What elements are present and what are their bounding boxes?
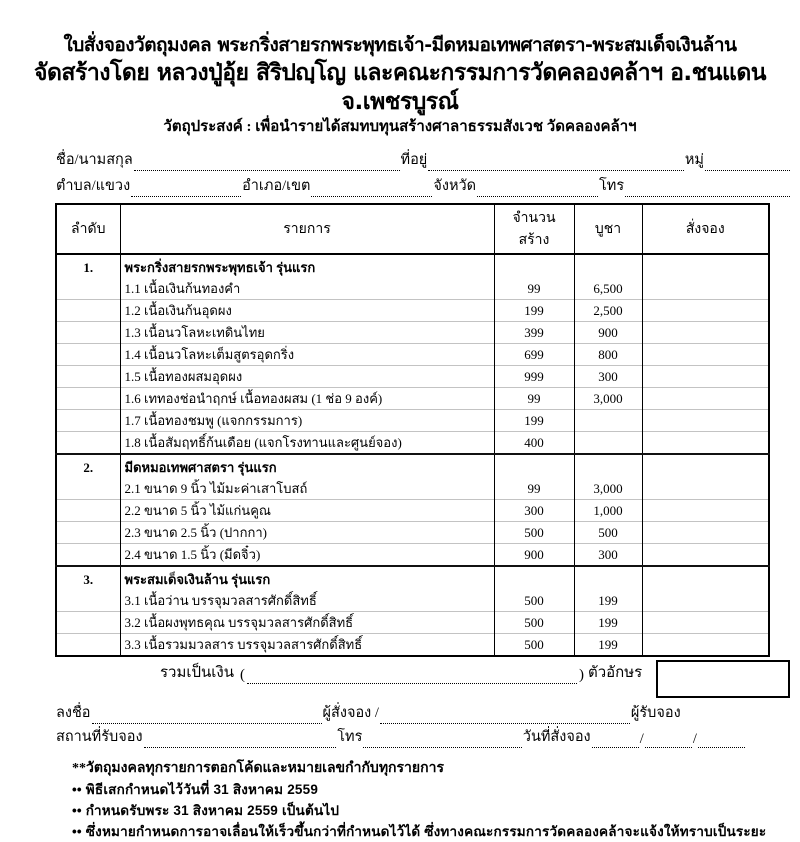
table-row [56, 366, 769, 388]
price-cell: 900 [574, 322, 642, 344]
col-header-qty: จำนวนสร้าง [494, 204, 574, 254]
total-row [55, 660, 790, 698]
item-label: 3.3 เนื้อรวมมวลสาร บรรจุมวลสารศักดิ์สิทธิ์ [120, 634, 494, 657]
order-cell[interactable] [642, 590, 769, 612]
table-row [56, 544, 769, 567]
price-cell [574, 432, 642, 455]
order-cell[interactable] [642, 278, 769, 300]
table-row [56, 432, 769, 455]
section-row [56, 566, 769, 590]
section-title: พระกริ่งสายรกพระพุทธเจ้า รุ่นแรก [120, 254, 494, 278]
item-label: 2.4 ขนาด 1.5 นิ้ว (มีดจิ๋ว) [120, 544, 494, 567]
qty-cell: 400 [494, 432, 574, 455]
section-title: มีดหมอเทพศาสตรา รุ่นแรก [120, 454, 494, 478]
table-row [56, 278, 769, 300]
table-row [56, 344, 769, 366]
order-cell[interactable] [642, 366, 769, 388]
paren-open: ( [239, 667, 245, 683]
table-row [56, 478, 769, 500]
order-cell[interactable] [642, 322, 769, 344]
item-label: 2.2 ขนาด 5 นิ้ว ไม้แก่นคูณ [120, 500, 494, 522]
table-row [56, 590, 769, 612]
price-cell: 6,500 [574, 278, 642, 300]
total-amount-line [160, 660, 642, 684]
order-cell[interactable] [642, 634, 769, 657]
note-code-stamp: **วัตถุมงคลทุกรายการตอกโค้ดและหมายเลขกำกับทุกรายการ [72, 761, 444, 776]
orderer-label: ผู้สั่งจอง / [322, 705, 379, 721]
item-label: 1.3 เนื้อนวโลหะเทดินไทย [120, 322, 494, 344]
table-row [56, 410, 769, 432]
item-label: 3.1 เนื้อว่าน บรรจุมวลสารศักดิ์สิทธิ์ [120, 590, 494, 612]
order-cell[interactable] [642, 500, 769, 522]
signature-line [55, 700, 705, 724]
qty-cell: 300 [494, 500, 574, 522]
order-cell[interactable] [642, 612, 769, 634]
booking-date-label: วันที่สั่งจอง [522, 729, 591, 745]
price-cell: 500 [574, 522, 642, 544]
booking-line [55, 724, 745, 748]
orderer-signature-line[interactable] [92, 719, 322, 724]
price-cell: 199 [574, 612, 642, 634]
moo-label: หมู่ [684, 152, 704, 168]
order-cell[interactable] [642, 432, 769, 455]
order-cell[interactable] [642, 344, 769, 366]
province-label: จังหวัด [433, 178, 477, 194]
order-cell[interactable] [642, 300, 769, 322]
section-number: 1. [56, 254, 120, 278]
note-schedule-change: •• ซึ่งหมายกำหนดการอาจเลื่อนให้เร็วขึ้นกว่าที่กำหนดไว้ได้ ซึ่งทางคณะกรรมการวัดคลองคล้าจะแจ้งให้ทราบเป็นระยะ [72, 823, 767, 839]
price-cell [574, 454, 642, 478]
name-label: ชื่อ/นามสกุล [56, 152, 133, 168]
col-header-item: รายการ [120, 204, 494, 254]
phone-label: โทร [598, 178, 625, 194]
note-ceremony-date: •• พิธีเสกกำหนดไว้วันที่ 31 สิงหาคม 2559 [72, 781, 319, 797]
province-input-line[interactable] [477, 192, 598, 197]
section-row [56, 254, 769, 278]
qty-cell: 500 [494, 634, 574, 657]
item-label: 2.1 ขนาด 9 นิ้ว ไม้มะค่าเสาโบสถ์ [120, 478, 494, 500]
item-label: 1.2 เนื้อเงินก้นอุดผง [120, 300, 494, 322]
paren-close: ) [578, 667, 584, 683]
table-row [56, 300, 769, 322]
booking-phone-label: โทร [337, 729, 363, 745]
price-cell: 2,500 [574, 300, 642, 322]
order-cell[interactable] [642, 454, 769, 478]
price-cell: 1,000 [574, 500, 642, 522]
price-cell: 800 [574, 344, 642, 366]
price-cell: 199 [574, 590, 642, 612]
moo-input-line[interactable] [705, 166, 790, 171]
section-title: พระสมเด็จเงินล้าน รุ่นแรก [120, 566, 494, 590]
table-row [56, 612, 769, 634]
title-line-2: จัดสร้างโดย หลวงปู่อุ้ย สิริปญฺโญ และคณะกรรมการวัดคลองคล้าฯ อ.ชนแดน จ.เพชรบูรณ์ [34, 59, 766, 115]
qty-cell [494, 454, 574, 478]
item-label: 1.4 เนื้อนวโลหะเต็มสูตรอุดกริ่ง [120, 344, 494, 366]
order-cell[interactable] [642, 566, 769, 590]
title-line-1: ใบสั่งจองวัตถุมงคล พระกริ่งสายรกพระพุทธเจ้า-มีดหมอเทพศาสตรา-พระสมเด็จเงินล้าน [63, 34, 737, 56]
total-label: รวมเป็นเงิน [160, 665, 234, 681]
table-row [56, 500, 769, 522]
section-number: 2. [56, 454, 120, 478]
footer-notes [72, 758, 790, 842]
phone-input-line[interactable] [625, 192, 790, 197]
item-label: 2.3 ขนาด 2.5 นิ้ว (ปากกา) [120, 522, 494, 544]
order-cell[interactable] [642, 522, 769, 544]
booking-place-line[interactable] [144, 743, 337, 748]
order-cell[interactable] [642, 544, 769, 567]
receiver-signature-line[interactable] [380, 719, 630, 724]
order-cell[interactable] [642, 388, 769, 410]
qty-cell: 900 [494, 544, 574, 567]
price-cell: 3,000 [574, 478, 642, 500]
item-label: 1.1 เนื้อเงินก้นทองคำ [120, 278, 494, 300]
receiver-label: ผู้รับจอง [630, 705, 681, 721]
purpose-line: วัตถุประสงค์ : เพื่อนำรายได้สมทบทุนสร้างศาลาธรรมสังเวช วัดคลองคล้าฯ [163, 119, 637, 136]
price-cell: 3,000 [574, 388, 642, 410]
qty-cell: 99 [494, 278, 574, 300]
booking-place-label: สถานที่รับจอง [56, 729, 143, 745]
note-pickup-date: •• กำหนดรับพระ 31 สิงหาคม 2559 เป็นต้นไป [72, 802, 340, 818]
price-cell: 300 [574, 544, 642, 567]
qty-cell: 500 [494, 612, 574, 634]
total-amount-box[interactable] [656, 660, 790, 698]
order-cell[interactable] [642, 410, 769, 432]
col-header-price: บูชา [574, 204, 642, 254]
name-input-line[interactable] [134, 166, 400, 171]
qty-cell: 500 [494, 590, 574, 612]
qty-cell: 99 [494, 478, 574, 500]
booking-phone-line[interactable] [363, 743, 521, 748]
in-words-label: ตัวอักษร [587, 665, 643, 681]
order-cell[interactable] [642, 254, 769, 278]
table-row [56, 634, 769, 657]
date-month-line[interactable] [645, 743, 692, 748]
date-slash-1: / [639, 731, 644, 747]
qty-cell: 699 [494, 344, 574, 366]
qty-cell [494, 254, 574, 278]
price-cell [574, 410, 642, 432]
col-header-order: สั่งจอง [642, 204, 769, 254]
address-input-line[interactable] [428, 166, 684, 171]
qty-cell: 99 [494, 388, 574, 410]
date-slash-2: / [692, 731, 697, 747]
items-table [55, 203, 770, 657]
price-cell [574, 566, 642, 590]
form-line-name [55, 145, 790, 171]
qty-cell: 999 [494, 366, 574, 388]
table-row [56, 522, 769, 544]
col-header-no: ลำดับ [56, 204, 120, 254]
order-cell[interactable] [642, 478, 769, 500]
price-cell: 300 [574, 366, 642, 388]
amphoe-label: อำเภอ/เขต [242, 178, 311, 194]
date-day-line[interactable] [592, 743, 639, 748]
table-row [56, 322, 769, 344]
price-cell: 199 [574, 634, 642, 657]
section-row [56, 454, 769, 478]
qty-cell: 500 [494, 522, 574, 544]
qty-cell: 199 [494, 300, 574, 322]
price-cell [574, 254, 642, 278]
item-label: 3.2 เนื้อผงพุทธคุณ บรรจุมวลสารศักดิ์สิทธิ์ [120, 612, 494, 634]
qty-cell: 399 [494, 322, 574, 344]
qty-cell [494, 566, 574, 590]
item-label: 1.5 เนื้อทองผสมอุดผง [120, 366, 494, 388]
item-label: 1.8 เนื้อสัมฤทธิ์ก้นเดือย (แจกโรงทานและศูนย์จอง) [120, 432, 494, 455]
amphoe-input-line[interactable] [311, 192, 432, 197]
tambon-input-line[interactable] [131, 192, 241, 197]
section-number: 3. [56, 566, 120, 590]
form-line-locality [55, 171, 790, 197]
sign-label: ลงชื่อ [56, 705, 91, 721]
form-header [0, 0, 800, 137]
total-in-words-line[interactable] [247, 679, 577, 684]
table-row [56, 388, 769, 410]
qty-cell: 199 [494, 410, 574, 432]
item-label: 1.6 เททองช่อนำฤกษ์ เนื้อทองผสม (1 ช่อ 9 องค์) [120, 388, 494, 410]
date-year-line[interactable] [698, 743, 745, 748]
address-label: ที่อยู่ [400, 152, 428, 168]
item-label: 1.7 เนื้อทองชมพู (แจกกรรมการ) [120, 410, 494, 432]
tambon-label: ตำบล/แขวง [56, 178, 131, 194]
table-header-row [56, 204, 769, 254]
